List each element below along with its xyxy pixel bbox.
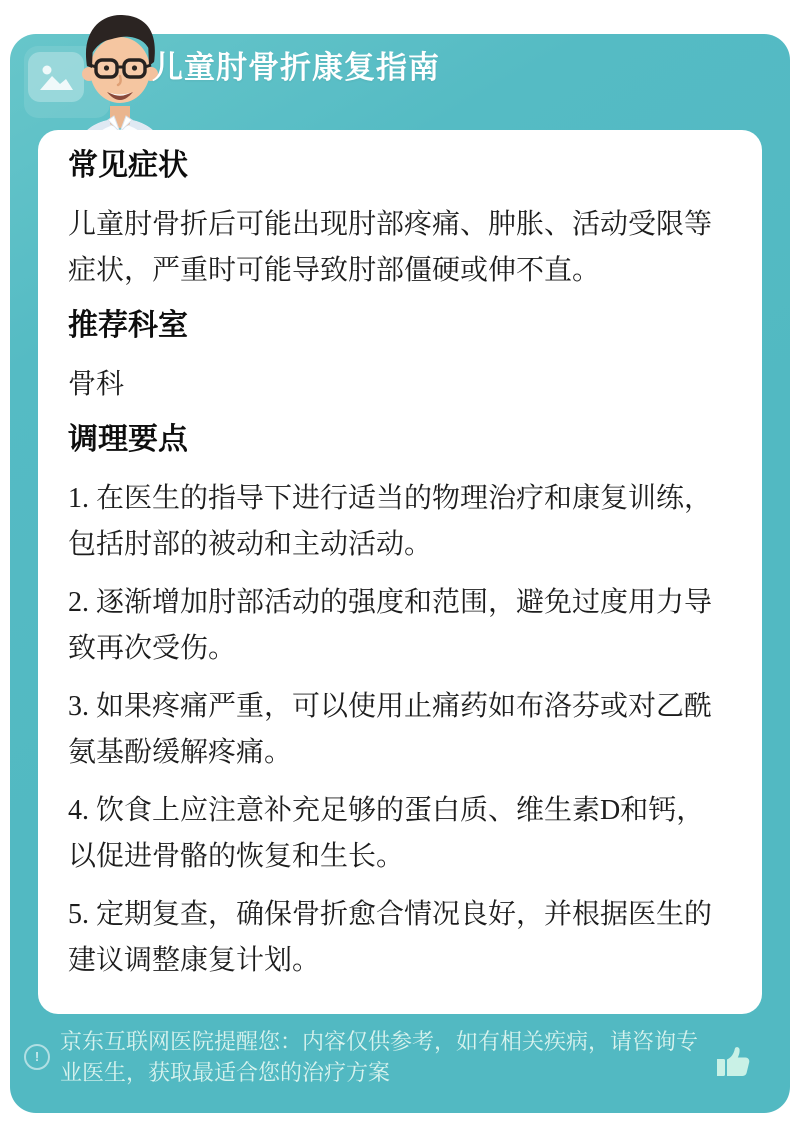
health-guide-panel: [10, 34, 790, 1113]
section-heading: 调理要点: [68, 423, 188, 456]
footer-disclaimer-bar: [24, 1026, 776, 1088]
paragraph: 1. 在医生的指导下进行适当的物理治疗和康复训练，包括肘部的被动和主动活动。: [68, 483, 713, 560]
section-heading: 推荐科室: [68, 309, 188, 342]
paragraph: 4. 饮食上应注意补充足够的蛋白质、维生素D和钙，以促进骨骼的恢复和生长。: [68, 795, 705, 872]
page-title: 儿童肘骨折康复指南: [152, 50, 440, 85]
content-card: [38, 130, 762, 1014]
thumbs-up-icon[interactable]: [710, 1040, 754, 1084]
section-heading: 常见症状: [68, 149, 188, 182]
paragraph: 3. 如果疼痛严重，可以使用止痛药如布洛芬或对乙酰氨基酚缓解疼痛。: [68, 691, 713, 768]
circle-exclamation-icon: !: [24, 1044, 50, 1070]
paragraph: 儿童肘骨折后可能出现肘部疼痛、肿胀、活动受限等症状，严重时可能导致肘部僵硬或伸不直。: [68, 209, 713, 286]
paragraph: 5. 定期复查，确保骨折愈合情况良好，并根据医生的建议调整康复计划。: [68, 899, 713, 976]
paragraph: 2. 逐渐增加肘部活动的强度和范围，避免过度用力导致再次受伤。: [68, 587, 713, 664]
disclaimer-text: 京东互联网医院提醒您：内容仅供参考，如有相关疾病，请咨询专业医生，获取最适合您的治疗方案: [60, 1029, 699, 1085]
paragraph: 骨科: [68, 369, 125, 400]
